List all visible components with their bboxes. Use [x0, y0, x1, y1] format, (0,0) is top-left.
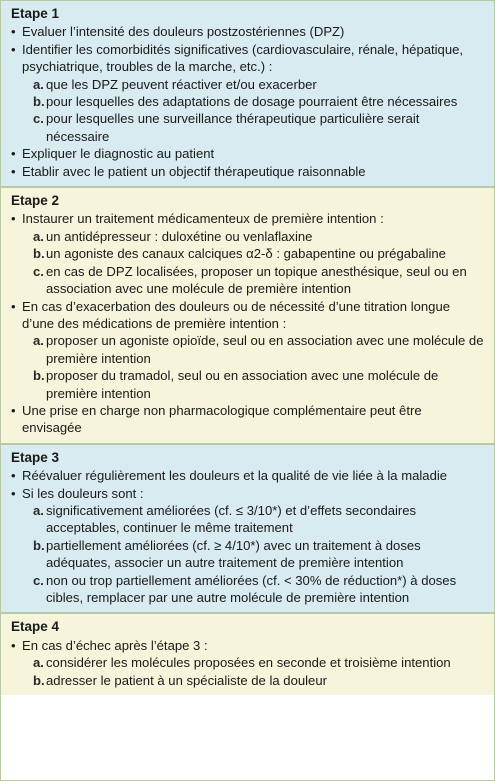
item-text: En cas d’exacerbation des douleurs ou de nécessité d’une titration longue d’une des médications de première intention : — [22, 298, 451, 331]
sub-letter: b. — [33, 94, 45, 110]
sub-item — [22, 502, 484, 537]
item-text: Identifier les comorbidités significatives (cardiovasculaire, rénale, hépatique, psychiatrique, troubles de la marche, etc.) : — [22, 41, 464, 75]
sub-letter: c. — [33, 111, 44, 127]
sub-letter: b. — [33, 246, 45, 262]
list-item — [11, 41, 484, 145]
item-text: Une prise en charge non pharmacologique complémentaire peut être envisagée — [22, 402, 422, 436]
sub-letter: b. — [33, 672, 45, 688]
sub-letter: a. — [33, 228, 44, 244]
sub-text: non ou trop partiellement améliorées (cf. < 30% de réduction*) à doses cibles, remplacer par une autre molécule de première intention — [46, 572, 457, 605]
sub-item — [22, 245, 484, 262]
bullet-icon: • — [11, 637, 16, 653]
bullet-icon: • — [11, 211, 16, 227]
sub-item — [22, 537, 484, 572]
list-item — [11, 163, 484, 180]
sub-item — [22, 654, 484, 671]
sub-text: proposer du tramadol, seul ou en association avec une molécule de première intention — [46, 368, 439, 401]
bullet-icon: • — [11, 41, 16, 57]
step-title: Etape 3 — [11, 449, 60, 465]
sub-text: adresser le patient à un spécialiste de la douleur — [46, 672, 327, 688]
sub-item — [22, 93, 484, 110]
sub-letter: a. — [33, 655, 44, 671]
sub-item — [22, 332, 484, 367]
sub-letter: b. — [33, 537, 45, 553]
step-3-section — [1, 443, 494, 613]
step-title: Etape 1 — [11, 6, 60, 21]
bullet-icon: • — [11, 298, 16, 314]
sub-item — [22, 228, 484, 245]
step-4-section — [1, 612, 494, 695]
bullet-icon: • — [11, 146, 16, 162]
list-item — [11, 298, 484, 402]
sub-text: considérer les molécules proposées en seconde et troisième intention — [46, 655, 451, 671]
item-text: Etablir avec le patient un objectif thérapeutique raisonnable — [22, 163, 366, 179]
sub-item — [22, 672, 484, 689]
sub-text: un agoniste des canaux calciques α2-δ : gabapentine ou prégabaline — [46, 246, 446, 262]
sub-item — [22, 263, 484, 298]
step-title: Etape 2 — [11, 193, 60, 209]
sub-text: que les DPZ peuvent réactiver et/ou exacerber — [46, 76, 317, 92]
list-item — [11, 402, 484, 437]
item-text: Expliquer le diagnostic au patient — [22, 146, 215, 162]
list-item — [11, 637, 484, 689]
step-2-section — [1, 186, 494, 443]
sub-text: proposer un agoniste opioïde, seul ou en association avec une molécule de première intention — [46, 333, 484, 366]
item-text: Evaluer l’intensité des douleurs postzostériennes (DPZ) — [22, 24, 345, 40]
list-item — [11, 145, 484, 162]
sub-letter: a. — [33, 76, 44, 92]
list-item — [11, 485, 484, 607]
sub-item — [22, 572, 484, 607]
sub-letter: a. — [33, 333, 44, 349]
sub-letter: b. — [33, 368, 45, 384]
sub-text: pour lesquelles des adaptations de dosage pourraient être nécessaires — [46, 94, 458, 110]
sub-text: significativement améliorées (cf. ≤ 3/10*) et d’effets secondaires acceptables, continuer le même traitement — [46, 502, 417, 536]
sub-text: pour lesquelles une surveillance thérapeutique particulière serait nécessaire — [46, 111, 420, 144]
sub-item — [22, 76, 484, 93]
bullet-icon: • — [11, 163, 16, 179]
bullet-icon: • — [11, 402, 16, 418]
bullet-icon: • — [11, 485, 16, 501]
item-text: En cas d’échec après l’étape 3 : — [22, 637, 208, 653]
item-text: Réévaluer régulièrement les douleurs et la qualité de vie liée à la maladie — [22, 468, 448, 484]
sub-letter: c. — [33, 572, 44, 588]
list-item — [11, 210, 484, 297]
sub-item — [22, 367, 484, 402]
list-item — [11, 23, 484, 40]
sub-letter: a. — [33, 502, 44, 518]
sub-text: un antidépresseur : duloxétine ou venlaflaxine — [46, 228, 313, 244]
sub-item — [22, 110, 484, 145]
item-text: Si les douleurs sont : — [22, 485, 144, 501]
list-item — [11, 467, 484, 484]
step-title: Etape 4 — [11, 619, 60, 635]
sub-text: partiellement améliorées (cf. ≥ 4/10*) avec un traitement à doses adéquates, associer un autre traitement de première intention — [46, 537, 421, 571]
sub-text: en cas de DPZ localisées, proposer un topique anesthésique, seul ou en association avec une molécule de première intention — [46, 263, 467, 297]
item-text: Instaurer un traitement médicamenteux de première intention : — [22, 211, 384, 227]
bullet-icon: • — [11, 24, 16, 40]
bullet-icon: • — [11, 468, 16, 484]
sub-letter: c. — [33, 263, 44, 279]
step-1-section — [1, 1, 494, 186]
